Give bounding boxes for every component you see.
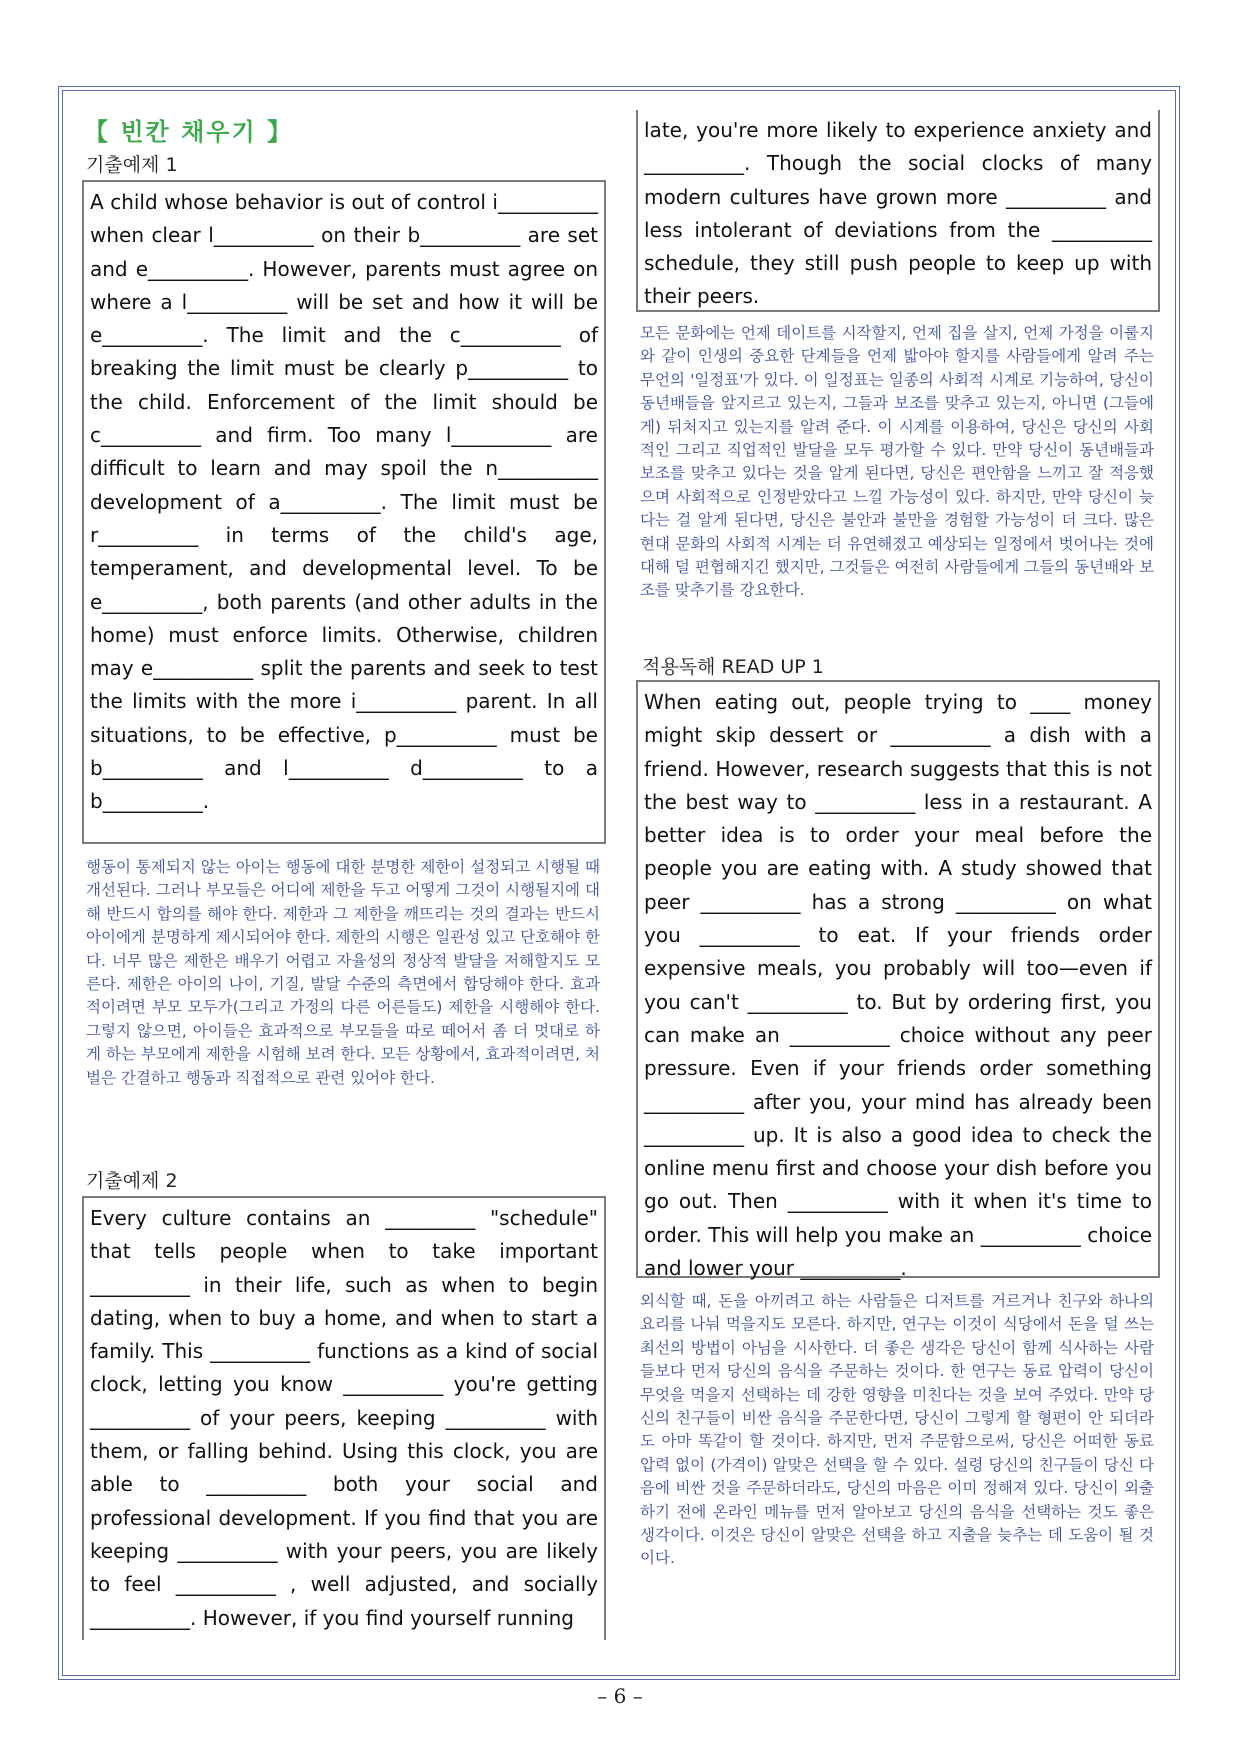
example-2-passage-right: late, you're more likely to experience anxiety and __________. Though the social clocks of many modern cultures have grown more __________ and less intolerant of deviations from the __________ schedule, they still push people to keep up with their peers. (636, 110, 1160, 312)
example-2-label: 기출예제 2 (86, 1170, 178, 1192)
example-1-label: 기출예제 1 (86, 154, 178, 176)
example-1-passage: A child whose behavior is out of control i__________ when clear l__________ on their b__________ are set and e__________. However, parents must agree on where a l__________ will be set and how it will be e__________. The limit and the c__________ of breaking the limit must be clearly p__________ to the child. Enforcement of the limit should be c__________ and firm. Too many l__________ are difficult to learn and may spoil the n__________ development of a__________. The limit must be r__________ in terms of the child's age, temperament, and developmental level. To be e__________, both parents (and other adults in the home) must enforce limits. Otherwise, children may e__________ split the parents and seek to test the limits with the more i__________ parent. In all situations, to be effective, p__________ must be b__________ and l__________ d__________ to a b__________. (82, 180, 606, 844)
example-2-passage-left: Every culture contains an _________ "schedule" that tells people when to take important __________ in their life, such as when to begin dating, when to buy a home, and when to start a family. This __________ functions as a kind of social clock, letting you know __________ you're getting __________ of your peers, keeping __________ with them, or falling behind. Using this clock, you are able to __________ both your social and professional development. If you find that you are keeping __________ with your peers, you are likely to feel __________ , well adjusted, and socially __________. However, if you find yourself running (82, 1196, 606, 1640)
read-up-1-label: 적용독해 READ UP 1 (642, 656, 824, 678)
section-title: 【 빈칸 채우기 】 (84, 118, 293, 146)
example-1-translation: 행동이 통제되지 않는 아이는 행동에 대한 분명한 제한이 설정되고 시행될 때 개선된다. 그러나 부모들은 어디에 제한을 두고 어떻게 그것이 시행될지에 대해 반드시 합의를 해야 한다. 제한과 그 제한을 깨뜨리는 것의 결과는 반드시 아이에게 분명하게 제시되어야 한다. 제한의 시행은 일관성 있고 단호해야 한다. 너무 많은 제한은 배우기 어렵고 자율성의 정상적 발달을 저해할지도 모른다. 제한은 아이의 나이, 기질, 발달 수준의 측면에서 합당해야 한다. 효과적이려면 부모 모두가(그리고 가정의 다른 어른들도) 제한을 시행해야 한다. 그렇지 않으면, 아이들은 효과적으로 부모들을 따로 떼어서 좀 더 멋대로 하게 하는 부모에게 제한을 시험해 보려 한다. 모든 상황에서, 효과적이려면, 처벌은 간결하고 행동과 직접적으로 관련 있어야 한다. (86, 858, 600, 1087)
page-number: – 6 – (597, 1684, 643, 1708)
read-up-1-translation: 외식할 때, 돈을 아끼려고 하는 사람들은 디저트를 거르거나 친구와 하나의 요리를 나눠 먹을지도 모른다. 하지만, 연구는 이것이 식당에서 돈을 덜 쓰는 최선의 방법이 아님을 시사한다. 더 좋은 생각은 당신이 함께 식사하는 사람들보다 먼저 당신의 음식을 주문하는 것이다. 한 연구는 동료 압력이 당신이 무엇을 먹을지 선택하는 데 강한 영향을 미친다는 것을 보여 주었다. 만약 당신의 친구들이 비싼 음식을 주문한다면, 당신이 그렇게 할 형편이 안 되더라도 아마 똑같이 할 것이다. 하지만, 먼저 주문함으로써, 당신은 어떠한 동료 압력 없이 (가격이) 알맞은 선택을 할 수 있다. 설령 당신의 친구들이 당신 다음에 비싼 것을 주문하더라도, 당신의 마음은 이미 정해져 있다. 당신이 외출하기 전에 온라인 메뉴를 먼저 알아보고 당신의 음식을 선택하는 것도 좋은 생각이다. 이것은 당신이 알맞은 선택을 하고 지출을 늦추는 데 도움이 될 것이다. (640, 1292, 1154, 1568)
read-up-1-passage: When eating out, people trying to ____ money might skip dessert or __________ a dish with a friend. However, research suggests that this is not the best way to __________ less in a restaurant. A better idea is to order your meal before the people you are eating with. A study showed that peer __________ has a strong __________ on what you __________ to eat. If your friends order expensive meals, you probably will too—even if you can't __________ to. But by ordering first, you can make an __________ choice without any peer pressure. Even if your friends order something __________ after you, your mind has already been __________ up. It is also a good idea to check the online menu first and choose your dish before you go out. Then __________ with it when it's time to order. This will help you make an __________ choice and lower your __________. (636, 680, 1160, 1278)
example-2-translation: 모든 문화에는 언제 데이트를 시작할지, 언제 집을 살지, 언제 가정을 이룰지와 같이 인생의 중요한 단계들을 언제 밟아야 할지를 사람들에게 알려 주는 무언의 '일정표'가 있다. 이 일정표는 일종의 사회적 시계로 기능하여, 당신이 동년배들을 앞지르고 있는지, 그들과 보조를 맞추고 있는지, 아니면 (그들에게) 뒤처지고 있는지를 알려 준다. 이 시계를 이용하여, 당신은 당신의 사회적인 그리고 직업적인 발달을 모두 평가할 수 있다. 만약 당신이 동년배들과 보조를 맞추고 있다는 것을 알게 된다면, 당신은 편안함을 느끼고 잘 적응했으며 사회적으로 인정받았다고 느낄 가능성이 있다. 하지만, 만약 당신이 늦다는 걸 알게 된다면, 당신은 불안과 불만을 경험할 가능성이 더 크다. 많은 현대 문화의 사회적 시계는 더 유연해졌고 예상되는 일정에서 벗어나는 것에 대해 덜 편협해지긴 했지만, 그것들은 여전히 사람들에게 그들의 동년배와 보조를 맞추기를 강요한다. (640, 324, 1154, 600)
